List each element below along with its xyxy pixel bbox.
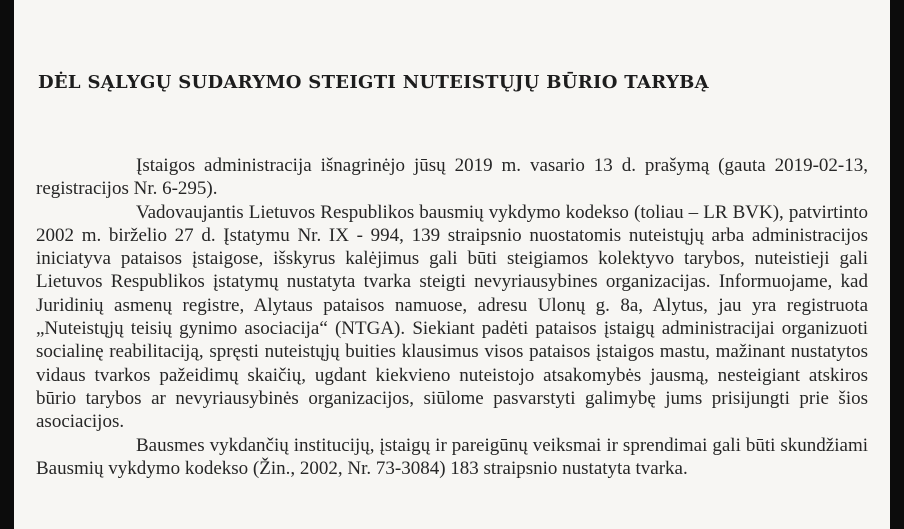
document-body [36,154,868,480]
paragraph-request-review: Įstaigos administracija išnagrinėjo jūsų 2019 m. vasario 13 d. prašymą (gauta 2019-02-13, registracijos Nr. 6-295). [36,155,868,200]
document-page [14,0,890,529]
document-heading: DĖL SĄLYGŲ SUDARYMO STEIGTI NUTEISTŲJŲ BŪRIO TARYBĄ [38,72,709,93]
paragraph-appeal-procedure: Bausmes vykdančių institucijų, įstaigų ir pareigūnų veiksmai ir sprendimai gali būti skundžiami Bausmių vykdymo kodekso (Žin., 2002, Nr. 73-3084) 183 straipsnio nustatyta tvarka. [36,434,868,479]
paragraph-legal-basis: Vadovaujantis Lietuvos Respublikos bausmių vykdymo kodekso (toliau – LR BVK), patvirtinto 2002 m. birželio 27 d. Įstatymu Nr. IX - 994, 139 straipsnio nuostatomis nuteistųjų arba administracijos iniciatyva pataisos įstaigose, išskyrus kalėjimus gali būti steigiamos kolektyvo tarybos, nuteistieji gali Lietuvos Respublikos įstatymų nustatyta tvarka steigti nevyriausybines organizacijas. Informuojame, kad Juridinių asmenų registre, Alytaus pataisos namuose, adresu Ulonų g. 8a, Alytus, jau yra registruota „Nuteistųjų teisių gynimo asociacija“ (NTGA). Siekiant padėti pataisos įstaigų administracijai organizuoti socialinę reabilitaciją, spręsti nuteistųjų buities klausimus visos pataisos įstaigos mastu, mažinant nustatytos vidaus tvarkos pažeidimų skaičių, ugdant kiekvieno nuteistojo atsakomybės jausmą, nesteigiant atskiros būrio tarybos ar nevyriausybinės organizacijos, siūlome pasvarstyti galimybę jums prisijungti prie šios asociacijos. [36,201,868,433]
